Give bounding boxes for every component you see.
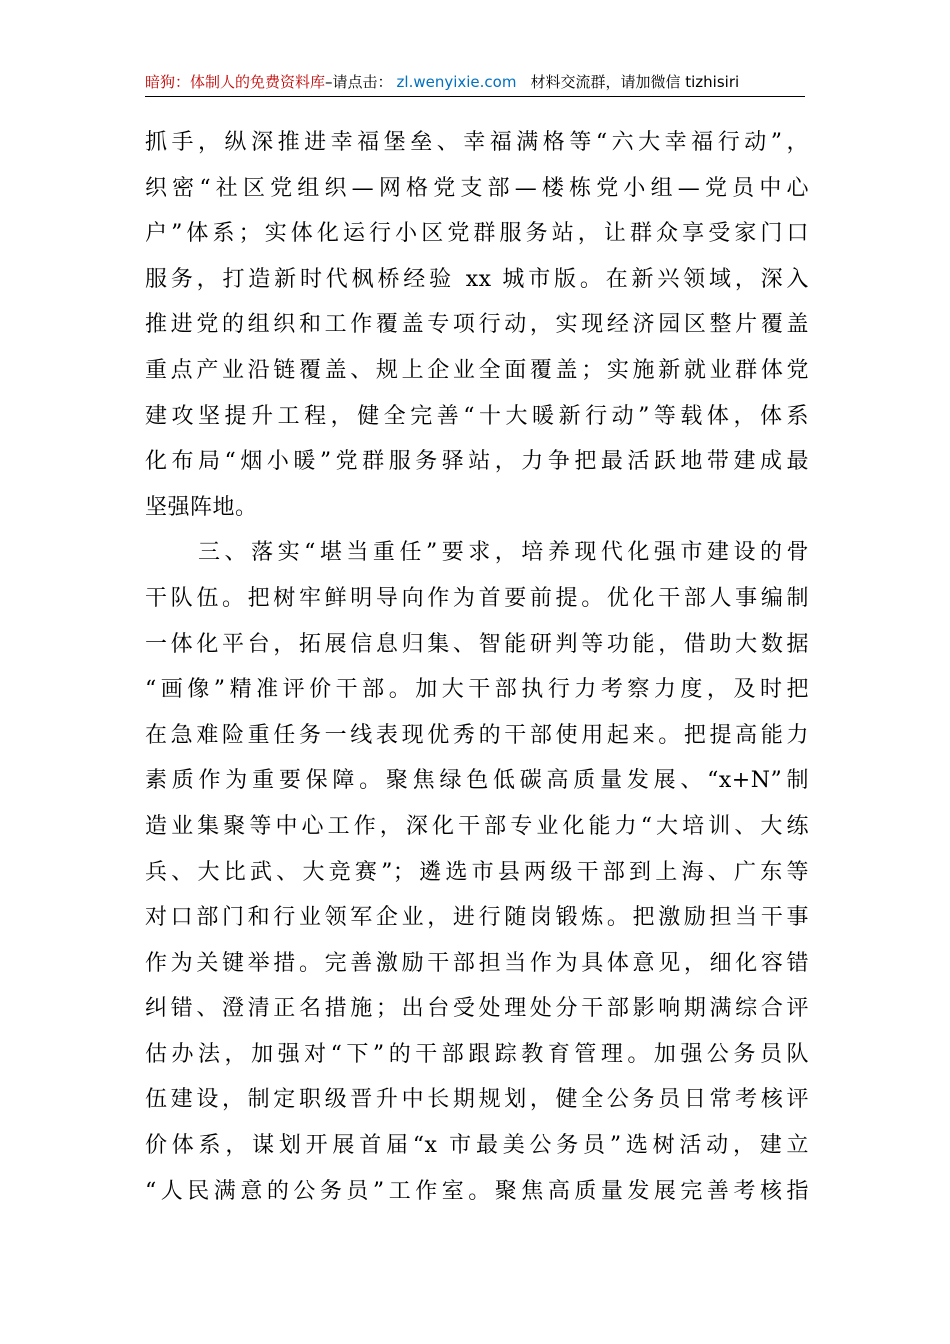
body-line: 素质作为重要保障。聚焦绿色低碳高质量发展、“x+N”制 xyxy=(145,768,809,794)
body-line: 一体化平台，拓展信息归集、智能研判等功能，借助大数据 xyxy=(145,631,809,657)
body-line: 作为关键举措。完善激励干部担当作为具体意见，细化容错 xyxy=(145,950,809,976)
body-line: “人民满意的公务员”工作室。聚焦高质量发展完善考核指 xyxy=(145,1178,809,1204)
body-line: 抓手，纵深推进幸福堡垒、幸福满格等“六大幸福行动”， xyxy=(145,130,809,155)
header-prompt: –请点击： xyxy=(325,73,393,91)
body-line: 织密“社区党组织—网格党支部—楼栋党小组—党员中心 xyxy=(145,175,809,201)
body-line: 纠错、澄清正名措施；出台受处理处分干部影响期满综合评 xyxy=(145,996,809,1022)
header-wechat-note: 材料交流群，请加微信 tizhisiri xyxy=(530,73,740,91)
body-line: 坚强阵地。 xyxy=(145,494,258,520)
header-url-link[interactable]: zl.wenyixie.com xyxy=(396,73,517,91)
body-line: 估办法，加强对“下”的干部跟踪教育管理。加强公务员队 xyxy=(145,1041,809,1067)
body-line: 服务，打造新时代枫桥经验 xx 城市版。在新兴领域，深入 xyxy=(145,266,809,292)
body-line: 户”体系；实体化运行小区党群服务站，让群众享受家门口 xyxy=(145,221,809,247)
body-line: 对口部门和行业领军企业，进行随岗锻炼。把激励担当干事 xyxy=(145,905,809,931)
body-line: 建攻坚提升工程，健全完善“十大暖新行动”等载体，体系 xyxy=(145,403,809,429)
body-line: 干队伍。把树牢鲜明导向作为首要前提。优化干部人事编制 xyxy=(145,585,809,611)
document-body xyxy=(145,120,809,1214)
body-line: 三、落实“堪当重任”要求，培养现代化强市建设的骨 xyxy=(145,540,809,566)
body-line: 伍建设，制定职级晋升中长期规划，健全公务员日常考核评 xyxy=(145,1087,809,1113)
body-line: 推进党的组织和工作覆盖专项行动，实现经济园区整片覆盖 xyxy=(145,312,809,338)
body-line: 化布局“烟小暖”党群服务驿站，力争把最活跃地带建成最 xyxy=(145,449,809,475)
body-line: 造业集聚等中心工作，深化干部专业化能力“大培训、大练 xyxy=(145,813,809,839)
header-site-name: 暗狗：体制人的免费资料库 xyxy=(145,73,326,91)
page-header xyxy=(145,68,805,97)
body-line: 兵、大比武、大竞赛”；遴选市县两级干部到上海、广东等 xyxy=(145,859,809,885)
body-line: 价体系，谋划开展首届“x 市最美公务员”选树活动，建立 xyxy=(145,1133,809,1159)
body-line: “画像”精准评价干部。加大干部执行力考察力度，及时把 xyxy=(145,677,809,703)
body-line: 在急难险重任务一线表现优秀的干部使用起来。把提高能力 xyxy=(145,722,809,748)
body-line: 重点产业沿链覆盖、规上企业全面覆盖；实施新就业群体党 xyxy=(145,357,809,383)
